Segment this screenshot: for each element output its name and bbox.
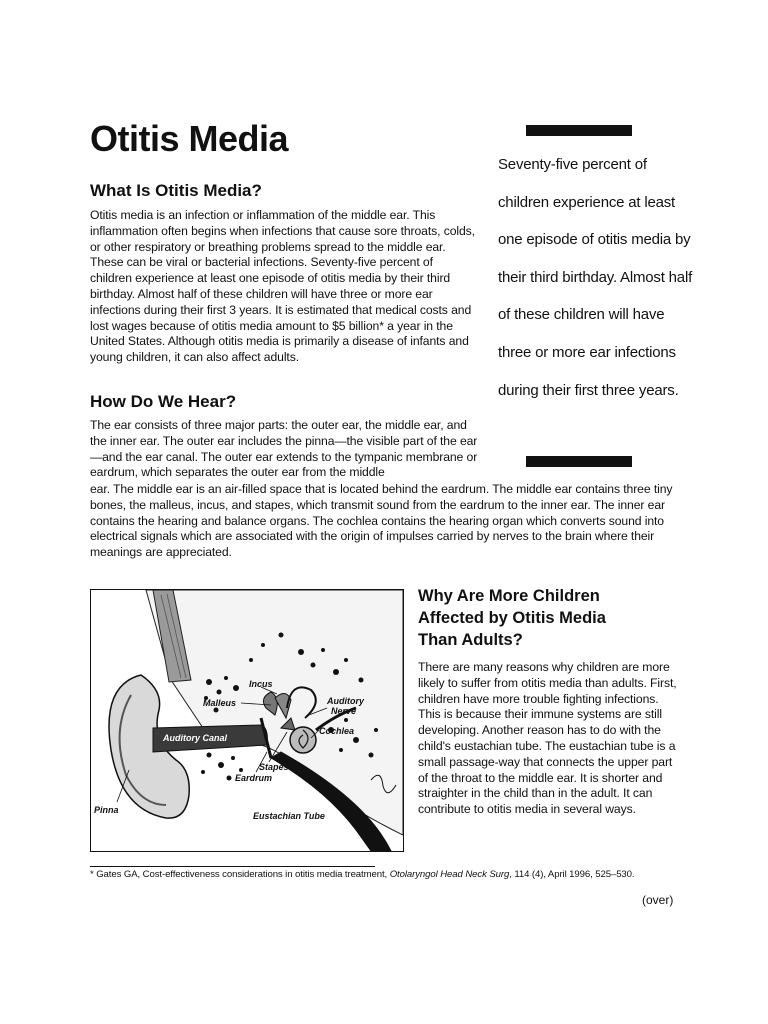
label-stapes: Stapes <box>259 762 289 772</box>
label-auditory-canal: Auditory Canal <box>163 733 228 743</box>
heading-why-line-2: Affected by Otitis Media <box>418 609 606 627</box>
footnote-journal: Otolaryngol Head Neck Surg <box>389 869 510 880</box>
label-auditory-nerve-line-2: Nerve <box>331 706 357 716</box>
footnote-details: , 114 (4), April 1996, 525–530. <box>509 869 635 880</box>
label-eardrum: Eardrum <box>235 773 273 783</box>
label-pinna: Pinna <box>94 805 119 815</box>
heading-why-line-1: Why Are More Children <box>418 587 600 605</box>
section-heading-what-is-otitis-media: What Is Otitis Media? <box>90 181 262 200</box>
pull-quote: Seventy-five percent of children experience at least one episode of otitis media by their third birthday. Almost half of these children will have three or more ear infections during their first three years. <box>498 156 693 399</box>
continued-indicator: (over) <box>642 893 674 907</box>
label-auditory-nerve-line-1: Auditory <box>327 696 364 706</box>
label-malleus: Malleus <box>203 698 237 708</box>
paragraph-why-more-children: There are many reasons why children are more likely to suffer from otitis media than adults. First, children have more trouble fighting infections. This is because their immune systems are still developing. Another reason has to do with the child's eustachian tube. The eustachian tube is a small passage-way that connects the upper part of the throat to the middle ear. It is shorter and straighter in the child than in the adult. It can contribute to otitis media in several ways. <box>418 660 677 817</box>
section-heading-how-do-we-hear: How Do We Hear? <box>90 392 237 411</box>
page-title: Otitis Media <box>90 118 289 159</box>
footnote-rule <box>90 866 375 867</box>
footnote <box>90 869 690 880</box>
paragraph-what-is-otitis-media: Otitis media is an infection or inflammation of the middle ear. This inflammation often begins when infections that cause sore throats, colds, or other respiratory or breathing problems spread to the middle ear. These can be viral or bacterial infections. Seventy-five percent of children experience at least one episode of otitis media by their third birthday. Almost half of these children will have three or more ear infections during their first 3 years. It is estimated that medical costs and lost wages because of otitis media amount to $5 billion* a year in the United States. Although otitis media is primarily a disease of infants and young children, it can also affect adults. <box>90 208 475 365</box>
pull-quote-bottom-rule <box>526 456 632 467</box>
heading-why-line-3: Than Adults? <box>418 631 523 649</box>
ear-anatomy-figure <box>90 589 404 852</box>
label-incus: Incus <box>249 679 273 689</box>
label-eustachian-tube: Eustachian Tube <box>253 811 325 821</box>
ear-anatomy-illustration <box>91 590 403 851</box>
pull-quote-top-rule <box>526 125 632 136</box>
section-heading-why-more-children <box>418 585 698 651</box>
paragraph-how-do-we-hear-part-2: ear. The middle ear is an air-filled space that is located behind the eardrum. The middle ear contains three tiny bones, the malleus, incus, and stapes, which transmit sound from the eardrum to the inner ear. The inner ear contains the hearing and balance organs. The cochlea contains the hearing organ which converts sound into electrical signals which are associated with the origin of impulses carried by nerves to the brain where their meanings are appreciated. <box>90 482 673 560</box>
paragraph-how-do-we-hear-part-1: The ear consists of three major parts: the outer ear, the middle ear, and the inner ear. The outer ear includes the pinna—the visible part of the ear—and the ear canal. The outer ear extends to the tympanic membrane or eardrum, which separates the outer ear from the middle <box>90 418 478 480</box>
footnote-citation: * Gates GA, Cost-effectiveness considerations in otitis media treatment, <box>90 869 388 880</box>
label-cochlea: Cochlea <box>319 726 355 736</box>
